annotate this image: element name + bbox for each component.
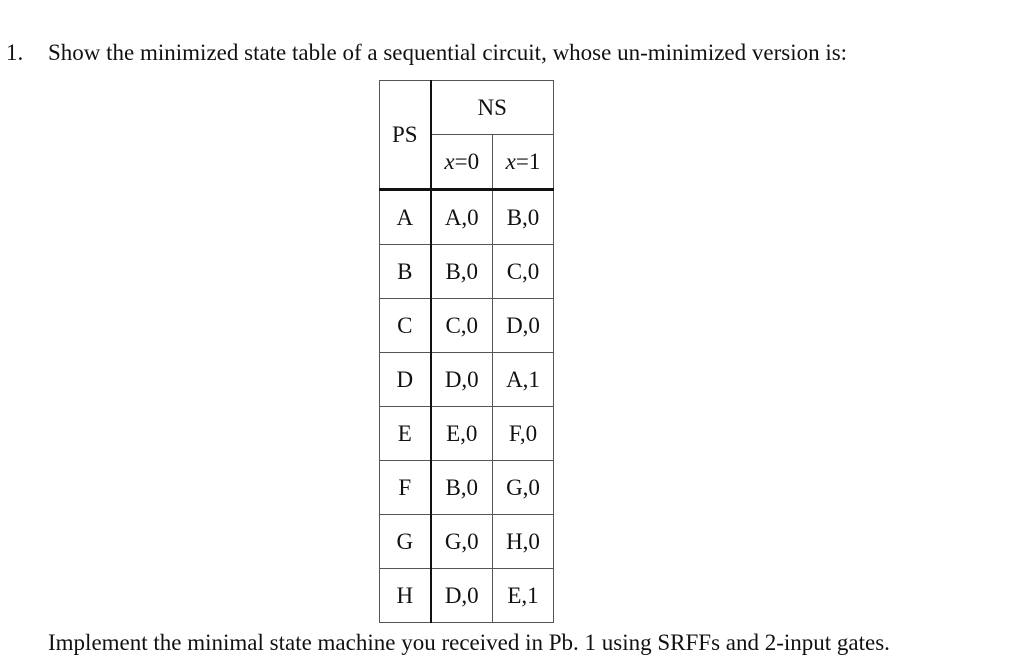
next-state-x1-cell: F,0 — [493, 407, 554, 461]
table-header-row — [380, 81, 554, 135]
present-state-cell: B — [380, 245, 431, 299]
table-row — [380, 245, 554, 299]
present-state-cell: H — [380, 569, 431, 623]
problem-number: 1. — [6, 40, 24, 65]
next-state-x0-cell: A,0 — [431, 190, 493, 245]
table-row — [380, 569, 554, 623]
next-state-x1-cell: G,0 — [493, 461, 554, 515]
input-variable: x — [505, 148, 516, 174]
next-state-x0-cell: B,0 — [431, 245, 493, 299]
table-row — [380, 353, 554, 407]
next-state-x1-cell: E,1 — [493, 569, 554, 623]
next-state-x1-cell: A,1 — [493, 353, 554, 407]
present-state-cell: E — [380, 407, 431, 461]
ns-header: NS — [431, 81, 554, 135]
input-x1-header — [493, 135, 554, 190]
present-state-cell: A — [380, 190, 431, 245]
next-state-x1-cell: H,0 — [493, 515, 554, 569]
next-state-x0-cell: C,0 — [431, 299, 493, 353]
ps-header: PS — [380, 81, 431, 190]
next-state-x0-cell: B,0 — [431, 461, 493, 515]
input-value-1: =1 — [515, 148, 541, 174]
present-state-cell: G — [380, 515, 431, 569]
next-state-x1-cell: D,0 — [493, 299, 554, 353]
table-row — [380, 190, 554, 245]
table-row — [380, 515, 554, 569]
table-row — [380, 407, 554, 461]
table-row — [380, 299, 554, 353]
next-state-x0-cell: G,0 — [431, 515, 493, 569]
table-body — [380, 190, 554, 623]
input-value-0: =0 — [454, 148, 480, 174]
present-state-cell: D — [380, 353, 431, 407]
present-state-cell: C — [380, 299, 431, 353]
next-state-x0-cell: E,0 — [431, 407, 493, 461]
problem-text: Show the minimized state table of a sequential circuit, whose un-minimized version is: — [48, 40, 848, 65]
next-state-x0-cell: D,0 — [431, 569, 493, 623]
present-state-cell: F — [380, 461, 431, 515]
next-state-x1-cell: C,0 — [493, 245, 554, 299]
problem-statement — [6, 38, 847, 68]
input-variable: x — [444, 148, 455, 174]
next-state-x1-cell: B,0 — [493, 190, 554, 245]
state-table — [379, 80, 554, 623]
input-x0-header — [431, 135, 493, 190]
next-state-x0-cell: D,0 — [431, 353, 493, 407]
follow-up-statement: Implement the minimal state machine you received in Pb. 1 using SRFFs and 2-input gates. — [48, 630, 890, 655]
table-row — [380, 461, 554, 515]
